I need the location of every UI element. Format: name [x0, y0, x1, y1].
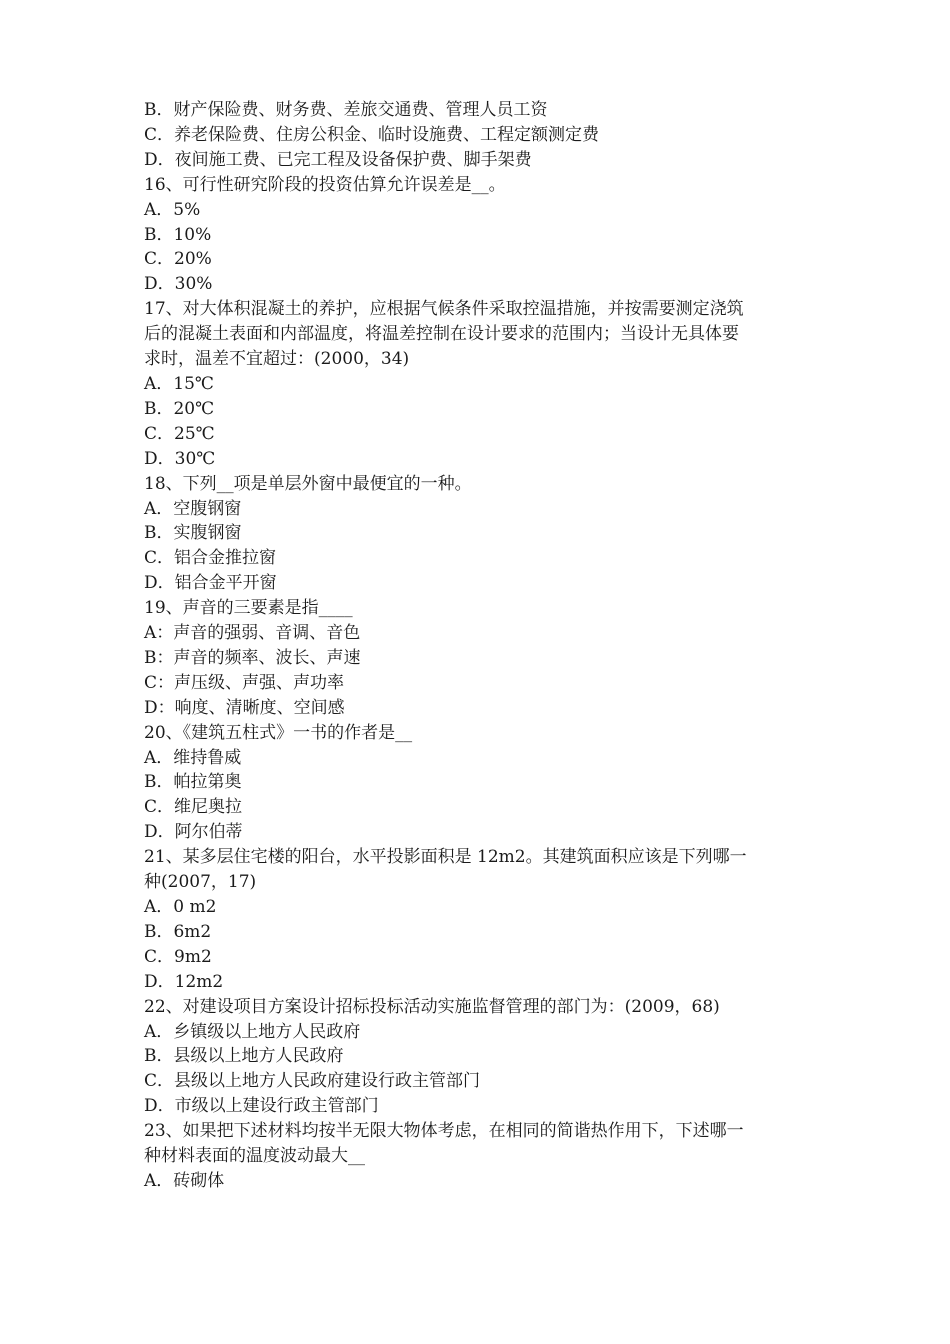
- answer-option-line: B．实腹钢窗: [144, 523, 242, 544]
- answer-option-line: B．财产保险费、财务费、差旅交通费、管理人员工资: [144, 100, 548, 120]
- answer-option-line: C．9m2: [144, 946, 212, 967]
- answer-option-line: A：声音的强弱、音调、音色: [144, 623, 361, 644]
- answer-option-line: A．砖砌体: [144, 1170, 225, 1191]
- question-text-line: 18、下列__项是单层外窗中最便宜的一种。: [144, 473, 472, 494]
- answer-option-line: B．10%: [144, 224, 212, 245]
- answer-option-line: D．阿尔伯蒂: [144, 822, 243, 843]
- document-page: [144, 98, 814, 1194]
- answer-option-line: C．县级以上地方人民政府建设行政主管部门: [144, 1071, 481, 1092]
- question-text-line: 22、对建设项目方案设计招标投标活动实施监督管理的部门为：(2009，68): [144, 996, 720, 1017]
- answer-option-line: D．30℃: [144, 448, 216, 469]
- answer-option-line: B．帕拉第奥: [144, 772, 242, 793]
- answer-option-line: D．市级以上建设行政主管部门: [144, 1096, 379, 1117]
- answer-option-line: D：响度、清晰度、空间感: [144, 697, 345, 718]
- answer-option-line: C．维尼奥拉: [144, 797, 243, 818]
- answer-option-line: C．铝合金推拉窗: [144, 548, 277, 569]
- answer-option-line: B：声音的频率、波长、声速: [144, 647, 361, 668]
- answer-option-line: C．20%: [144, 249, 212, 270]
- answer-option-line: A．空腹钢窗: [144, 498, 242, 519]
- question-text-line: 求时，温差不宜超过：(2000，34): [144, 349, 410, 370]
- question-text-line: 种(2007，17): [144, 872, 257, 893]
- answer-option-line: B．6m2: [144, 921, 212, 942]
- answer-option-line: B．20℃: [144, 398, 215, 419]
- question-text-line: 21、某多层住宅楼的阳台，水平投影面积是 12m2。其建筑面积应该是下列哪一: [144, 847, 747, 868]
- answer-option-line: D．12m2: [144, 971, 224, 992]
- answer-option-line: D．夜间施工费、已完工程及设备保护费、脚手架费: [144, 149, 532, 170]
- answer-option-line: B．县级以上地方人民政府: [144, 1046, 344, 1067]
- question-text-line: 23、如果把下述材料均按半无限大物体考虑，在相同的简谐热作用下，下述哪一: [144, 1121, 744, 1142]
- answer-option-line: A．维持鲁威: [144, 747, 242, 768]
- question-text-line: 16、可行性研究阶段的投资估算允许误差是__。: [144, 174, 506, 195]
- answer-option-line: C．25℃: [144, 423, 215, 444]
- question-text-line: 19、声音的三要素是指____: [144, 598, 353, 619]
- answer-option-line: A．0 m2: [144, 897, 217, 917]
- answer-option-line: C．养老保险费、住房公积金、临时设施费、工程定额测定费: [144, 124, 600, 145]
- question-text-line: 种材料表面的温度波动最大__: [144, 1146, 365, 1167]
- question-text-line: 17、对大体积混凝土的养护，应根据气候条件采取控温措施，并按需要测定浇筑: [144, 299, 744, 320]
- answer-option-line: C：声压级、声强、声功率: [144, 672, 345, 693]
- answer-option-line: A．15℃: [144, 373, 214, 394]
- answer-option-line: A．5%: [144, 199, 201, 220]
- question-text-line: 20、《建筑五柱式》一书的作者是__: [144, 722, 413, 743]
- answer-option-line: A．乡镇级以上地方人民政府: [144, 1021, 361, 1042]
- answer-option-line: D．铝合金平开窗: [144, 573, 277, 594]
- question-text-line: 后的混凝土表面和内部温度，将温差控制在设计要求的范围内；当设计无具体要: [144, 324, 739, 345]
- answer-option-line: D．30%: [144, 274, 213, 295]
